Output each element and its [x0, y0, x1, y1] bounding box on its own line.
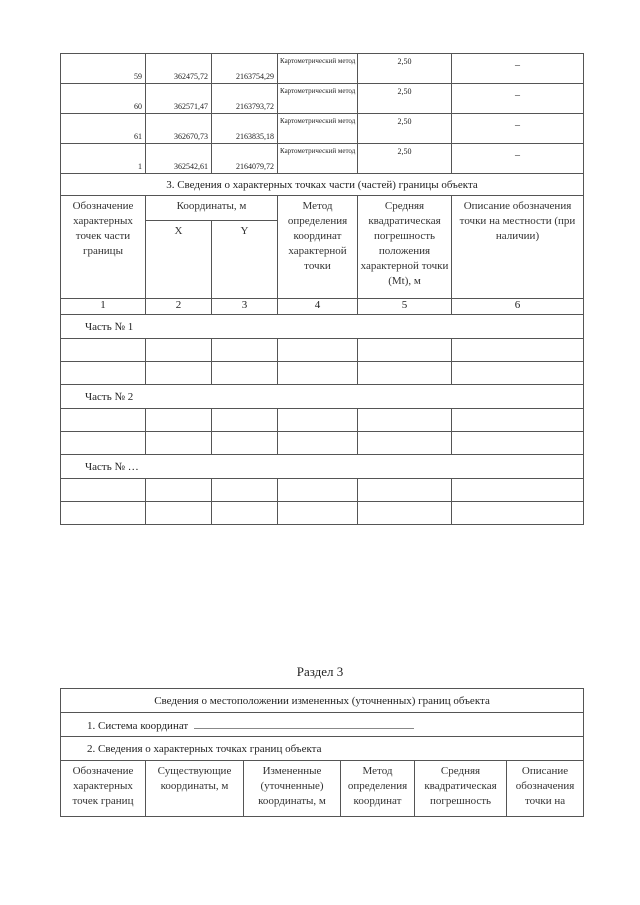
part-label: Часть № …: [61, 455, 584, 479]
header-accuracy: Средняя квадратическая погрешность положения характерной точки (Mt), м: [358, 196, 452, 299]
header-accuracy: Средняя квадратическая погрешность: [415, 761, 507, 817]
points-label: 2. Сведения о характерных точках границ объекта: [61, 737, 584, 761]
coord-y: 2163754,29: [212, 54, 278, 84]
method: Картометрический метод: [278, 114, 358, 144]
empty-row: [61, 339, 584, 362]
part-label: Часть № 1: [61, 315, 584, 339]
accuracy: 2,50: [358, 114, 452, 144]
header-method: Метод определения координат: [341, 761, 415, 817]
coord-y: 2163835,18: [212, 114, 278, 144]
header-changed-coords: Измененные (уточненные) координаты, м: [244, 761, 341, 817]
header-description: Описание обозначения точки на: [507, 761, 584, 817]
point-number: 59: [61, 54, 146, 84]
point-number: 60: [61, 84, 146, 114]
coord-system-label: 1. Система координат: [87, 719, 189, 732]
header-description: Описание обозначения точки на местности (при наличии): [452, 196, 584, 299]
accuracy: 2,50: [358, 144, 452, 174]
points-table: [60, 53, 584, 525]
coord-x: 362670,73: [146, 114, 212, 144]
header-coordinates: Координаты, м: [146, 196, 278, 221]
description: –: [452, 144, 584, 174]
accuracy: 2,50: [358, 84, 452, 114]
header-existing-coords: Существующие координаты, м: [146, 761, 244, 817]
method: Картометрический метод: [278, 84, 358, 114]
accuracy: 2,50: [358, 54, 452, 84]
section3-heading: 3. Сведения о характерных точках части (частей) границы объекта: [61, 174, 584, 196]
header-designation: Обозначение характерных точек границ: [61, 761, 146, 817]
coord-x: 362571,47: [146, 84, 212, 114]
table-row: [61, 54, 584, 84]
table-row: [61, 84, 584, 114]
coord-y: 2164079,72: [212, 144, 278, 174]
point-number: 1: [61, 144, 146, 174]
coord-system-line: [194, 718, 414, 729]
column-number: 2: [146, 299, 212, 315]
table-row: [61, 114, 584, 144]
section2-heading: Сведения о местоположении измененных (уточненных) границ объекта: [61, 689, 584, 713]
column-numbers-row: [61, 299, 584, 315]
empty-row: [61, 479, 584, 502]
method: Картометрический метод: [278, 54, 358, 84]
coord-x: 362475,72: [146, 54, 212, 84]
coord-y: 2163793,72: [212, 84, 278, 114]
column-number: 5: [358, 299, 452, 315]
empty-row: [61, 502, 584, 525]
coord-x: 362542,61: [146, 144, 212, 174]
point-number: 61: [61, 114, 146, 144]
column-number: 3: [212, 299, 278, 315]
header-y: Y: [212, 221, 278, 299]
empty-row: [61, 409, 584, 432]
changed-boundaries-table: [60, 688, 584, 817]
description: –: [452, 54, 584, 84]
table-row: [61, 144, 584, 174]
column-number: 1: [61, 299, 146, 315]
method: Картометрический метод: [278, 144, 358, 174]
column-number: 4: [278, 299, 358, 315]
empty-row: [61, 362, 584, 385]
section-title: Раздел 3: [296, 664, 344, 679]
part-label: Часть № 2: [61, 385, 584, 409]
description: –: [452, 84, 584, 114]
header-designation: Обозначение характерных точек части границы: [61, 196, 146, 299]
coord-system-row: [61, 713, 584, 737]
header-method: Метод определения координат характерной точки: [278, 196, 358, 299]
empty-row: [61, 432, 584, 455]
description: –: [452, 114, 584, 144]
header-x: X: [146, 221, 212, 299]
column-number: 6: [452, 299, 584, 315]
